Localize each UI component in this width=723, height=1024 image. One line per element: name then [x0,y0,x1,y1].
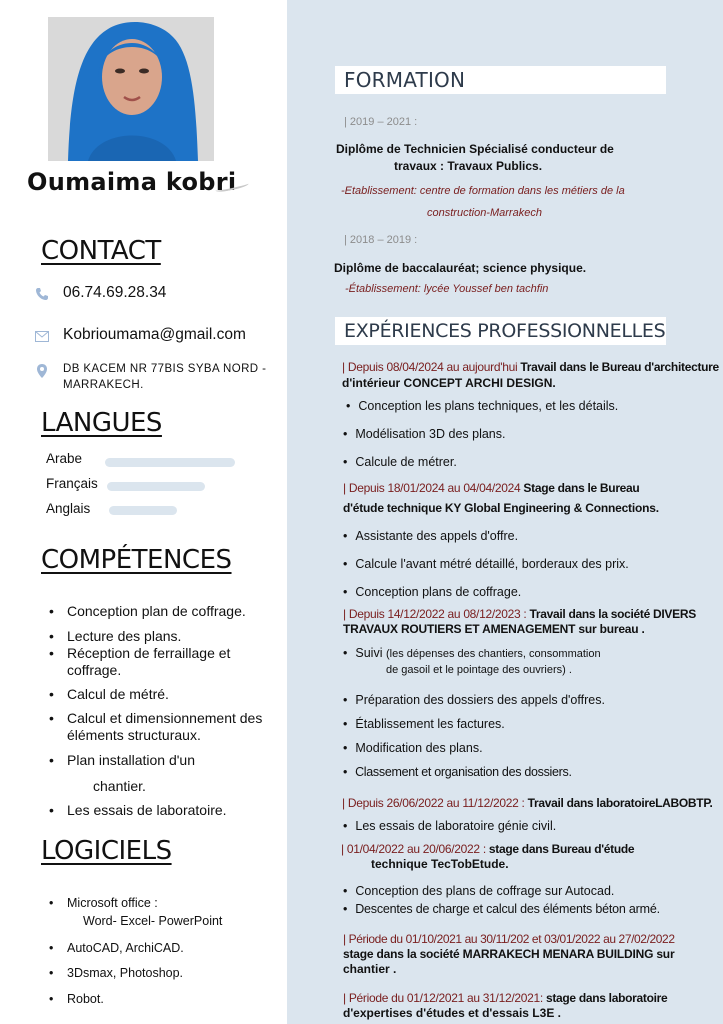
formation-school-cont: construction-Marrakech [427,207,542,219]
formation-title: FORMATION [335,66,666,94]
experience-role-cont: chantier . [343,962,397,976]
experience-period: | Depuis 08/04/2024 au aujourd'hui [342,360,518,374]
envelope-icon [34,329,50,343]
skills-title: COMPÉTENCES [41,545,232,575]
software-subitem: Word- Excel- PowerPoint [83,914,223,928]
language-english: Anglais [46,501,91,516]
experience-bullet: • Conception plans de coffrage. [343,585,521,599]
experience-header [341,842,634,856]
list-item: • 3Dsmax, Photoshop. [49,965,269,982]
list-item: • Lecture des plans. [49,628,269,645]
contact-address [34,361,293,393]
experience-bullet: • Conception les plans techniques, et les détails. [346,399,618,413]
experience-role-cont: d'étude technique KY Global Engineering & Connections. [343,501,659,515]
contact-phone [34,284,166,302]
experience-header [342,796,713,810]
experience-role: Travail dans le Bureau d'architecture [520,360,719,374]
profile-name: Oumaima kobri [27,168,237,196]
language-french: Français [46,476,98,491]
location-pin-icon [34,364,50,378]
left-column [0,0,287,1024]
list-item: • AutoCAD, ArchiCAD. [49,940,269,957]
experience-title: EXPÉRIENCES PROFESSIONNELLES [335,317,666,345]
formation-school: -Etablissement: centre de formation dans les métiers de la [341,185,625,197]
contact-title: CONTACT [41,236,161,266]
language-level-bar [107,482,205,491]
experience-bullet: • Préparation des dossiers des appels d'offres. [343,693,605,707]
language-level-bar [109,506,177,515]
profile-photo [48,17,214,161]
contact-email [34,326,246,344]
experience-period: | 01/04/2022 au 20/06/2022 : [341,842,486,856]
skill-continuation: chantier. [93,778,146,794]
experience-header [342,360,719,374]
experience-bullet: • Assistante des appels d'offre. [343,529,518,543]
experience-bullet: • Calcule l'avant métré détaillé, borderaux des prix. [343,557,629,571]
experience-bullet: • Descentes de charge et calcul des éléments béton armé. [343,902,660,916]
list-item: • Réception de ferraillage et coffrage. [49,645,269,679]
experience-header [343,481,639,495]
experience-role-cont: d'intérieur CONCEPT ARCHI DESIGN. [342,376,556,390]
list-item: • Conception plan de coffrage. [49,603,269,620]
experience-bullet: • Conception des plans de coffrage sur Autocad. [343,884,614,898]
experience-role-cont: TRAVAUX ROUTIERS ET AMENAGEMENT sur bureau . [343,622,645,636]
experience-header [343,991,667,1005]
language-arabic: Arabe [46,451,83,466]
experience-role: stage dans Bureau d'étude [488,842,635,856]
phone-icon [34,287,50,301]
formation-period: | 2019 – 2021 : [344,116,418,128]
experience-role: stage dans laboratoire [545,991,668,1005]
experience-period: | Période du 01/12/2021 au 31/12/2021: [343,991,543,1005]
bullet-detail: (les dépenses des chantiers, consommation [385,648,601,660]
formation-period: | 2018 – 2019 : [344,234,418,246]
formation-school: -Établissement: lycée Youssef ben tachfin [345,283,549,295]
experience-bullet: • Modélisation 3D des plans. [343,427,505,441]
bullet-detail-cont: de gasoil et le pointage des ouvriers) . [386,664,572,676]
list-item: • Les essais de laboratoire. [49,802,269,819]
experience-role: Travail dans la société DIVERS [529,607,696,621]
language-level-bar [105,458,235,467]
formation-degree-cont: travaux : Travaux Publics. [394,159,543,173]
experience-header [343,607,696,621]
software-title: LOGICIELS [41,836,172,866]
formation-degree: Diplôme de baccalauréat; science physique. [334,261,587,275]
experience-role: Travail dans laboratoireLABOBTP. [527,796,713,810]
experience-period: | Période du 01/10/2021 au 30/11/202 et 03/01/2022 au 27/02/2022 [343,932,675,946]
experience-bullet [343,646,601,660]
address-text: DB KACEM NR 77BIS SYBA NORD - MARRAKECH. [63,363,267,391]
experience-bullet: • Les essais de laboratoire génie civil. [343,819,556,833]
experience-role-cont: technique TecTobEtude. [371,857,509,871]
list-item: • Plan installation d'un [49,752,269,769]
experience-period: | Depuis 14/12/2022 au 08/12/2023 : [343,607,527,621]
formation-degree: Diplôme de Technicien Spécialisé conducteur de [336,142,614,156]
list-item: • Microsoft office : [49,895,269,912]
experience-role: stage dans la société MARRAKECH MENARA BUILDING sur [343,947,675,961]
list-item: • Calcul de métré. [49,686,269,703]
bullet-text: Suivi [355,646,383,660]
experience-period: | Depuis 26/06/2022 au 11/12/2022 : [342,796,525,810]
phone-number[interactable]: 06.74.69.28.34 [63,284,167,301]
email-address[interactable]: Kobrioumama@gmail.com [63,326,246,343]
experience-bullet: • Calcule de métrer. [343,455,457,469]
experience-bullet: • Modification des plans. [343,741,483,755]
experience-bullet: • Classement et organisation des dossiers. [343,765,572,779]
experience-role: Stage dans le Bureau [523,481,640,495]
list-item: • Robot. [49,991,269,1008]
experience-role-cont: d'expertises d'études et d'essais L3E . [343,1006,561,1020]
experience-bullet: • Établissement les factures. [343,717,505,731]
experience-period: | Depuis 18/01/2024 au 04/04/2024 [343,481,521,495]
list-item: • Calcul et dimensionnement des éléments structuraux. [49,710,269,744]
languages-title: LANGUES [41,408,162,438]
